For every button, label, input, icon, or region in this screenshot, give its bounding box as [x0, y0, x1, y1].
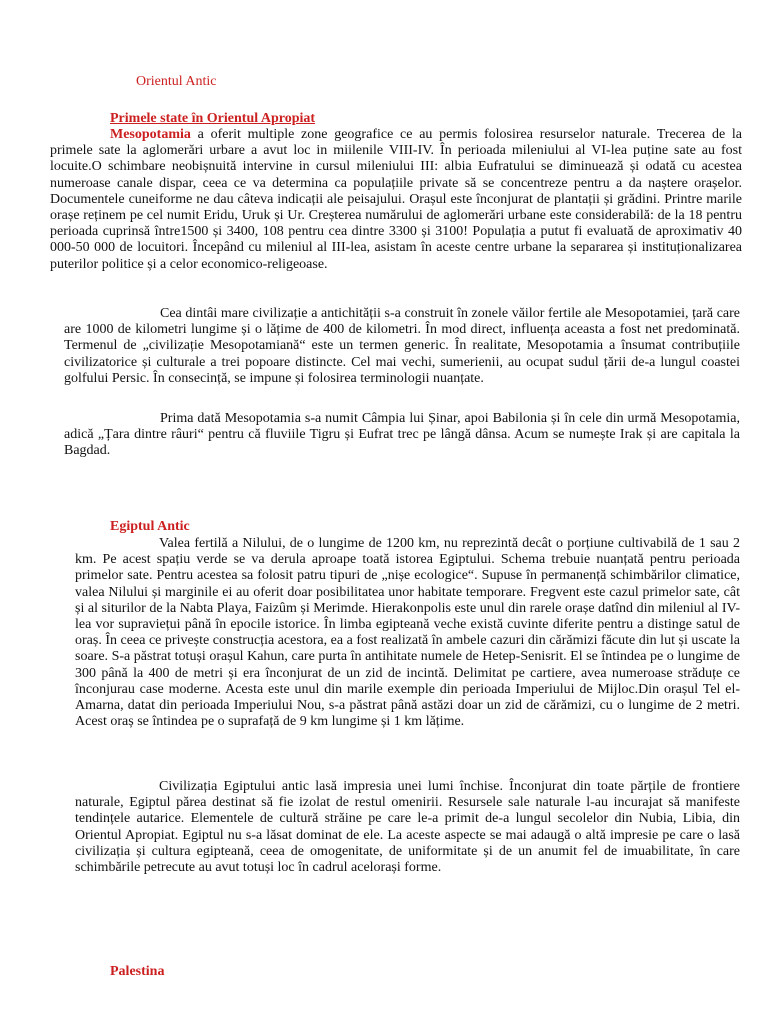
paragraph-egipt-1: Valea fertilă a Nilului, de o lungime de 1200 km, nu reprezintă decât o porțiune cultivabilă de 1 sau 2 km. Pe acest spațiu verde se va derula aproape toată istorea Egiptului. Schema trebuie nuanțată pentru perioada primelor sate. Pentru acestea sa folosit patru tipuri de „nișe ecologice“. Supuse în permanență schimbărilor climatice, valea Nilului și marginile ei au oferit doar posibilitatea unor habitate temporare. Fregvent este cazul primelor sate, cât și al siturilor de la Nabta Playa, Faizûm și Merimde. Hierakonpolis este unul din rarele orașe datînd din mileniul al IV-lea vor supraviețui până în epocile istorice. În limba egipteană veche există cuvinte diferite pentru a distinge satul de oraș. În ceea ce privește construcția acestora, ea a fost realizată în ambele cazuri din cărămizi făcute din lut și uscate la soare. S-a păstrat totuși orașul Kahun, care purta în antihitate numele de Hetep-Senisrit. El se întindea pe o lungime de 300 până la 400 de metri și era înconjurat de un zid de incintă. Delimitat pe cartiere, avea numeroase străduțe ce înconjurau case moderne. Acesta este unul din marile exemple din perioada Imperiului de Mijloc.Din orașul Tel el-Amarna, datat din perioada Imperiului Nou, s-a păstrat până astăzi doar un zid de cărămizi, cu o lungime de 2 metri. Acest oraș se întindea pe o suprafață de 9 km lungime și 1 km lățime. [75, 536, 740, 730]
heading-egiptul-antic: Egiptul Antic [110, 519, 190, 534]
paragraph-mesopotamia-1 [50, 127, 742, 273]
paragraph-egipt-2: Civilizația Egiptului antic lasă impresia unei lumi închise. Înconjurat din toate părțile de frontiere naturale, Egiptul părea destinat să fie izolat de restul omenirii. Resursele sale naturale l-au incurajat să manifeste tendințele autarice. Elementele de cultură străine pe care le-a primit de-a lungul secolelor din Nubia, Libia, din Orientul Apropiat. Egiptul nu s-a lăsat dominat de ele. La aceste aspecte se mai adaugă o altă impresie pe care o lasă civilizația și cultura egipteană, ceea de omogenitate, de uniformitate și de un anumit fel de imuabilitate, în care schimbările petrecute au avut totuși loc în cadrul acelorași forme. [75, 779, 740, 876]
heading-orient-apropiat: Primele state în Orientul Apropiat [110, 111, 316, 126]
document-title: Orientul Antic [136, 74, 217, 89]
paragraph-mesopotamia-3: Prima dată Mesopotamia s-a numit Câmpia lui Șinar, apoi Babilonia și în cele din urmă Mesopotamia, adică „Țara dintre râuri“ pentru că fluviile Tigru și Eufrat trec pe lângă dânsa. Acum se numește Irak și are capitala la Bagdad. [64, 411, 740, 459]
paragraph-mesopotamia-2: Cea dintâi mare civilizație a antichității s-a construit în zonele văilor fertile ale Mesopotamiei, țară care are 1000 de kilometri lungime și o lățime de 400 de kilometri. În mod direct, influența aceasta a fost net predominată. Termenul de „civilizație Mesopotamiană“ este un termen generic. În realitate, Mesopotamia a însumat contribuțiile civilizatorice și culturale a trei popoare distincte. Cel mai vechi, sumerienii, au ocupat sudul țării de-a lungul coastei golfului Persic. În consecință, se impune și folosirea terminologii nuanțate. [64, 306, 740, 386]
paragraph-mesopotamia-1-text: a oferit multiple zone geografice ce au permis folosirea resurselor naturale. Trecerea de la primele sate la aglomerări urbare a avut loc in miilenile VIII-IV. În perioada mileniului al VI-lea puține sate au fost locuite.O schimbare neobișnuită intervine in cursul mileniului III: albia Eufratului se diminuează și odată cu acestea numeroase canale dispar, ceea ce va determina ca populațiile private să se concentreze pentru a da naștere orașelor. Documentele cuneiforme ne dau câteva indicații ale peisajului. Orașul este înconjurat de plantații și grădini. Printre marile orașe reținem pe cel numit Eridu, Uruk și Ur. Creșterea numărului de aglomerări urbane este considerabilă: de la 18 pentru perioada cuprinsă între1500 și 3400, 108 pentru cea dintre 3300 și 3100! Populația a putut fi evaluată de aproximativ 40 000-50 000 de locuitori. Începând cu mileniul al III-lea, asistam în aceste centre urbane la separarea și instituționalizarea puterilor politice și a celor economico-religeoase. [50, 127, 742, 272]
lead-word-mesopotamia: Mesopotamia [110, 127, 191, 142]
heading-palestina: Palestina [110, 964, 165, 979]
